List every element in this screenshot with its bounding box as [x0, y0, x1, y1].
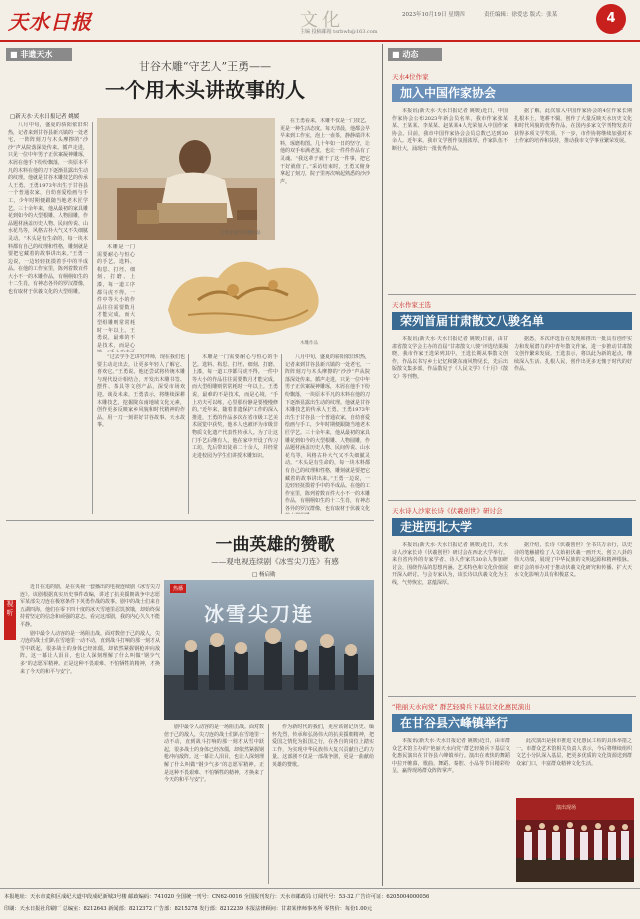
- column-rule: [281, 354, 282, 514]
- editor-credits: 责任编辑：徐爱忠 版式：张某: [484, 12, 558, 18]
- page-number: 4: [606, 11, 616, 26]
- article-column-4: [192, 354, 278, 514]
- section-label-review: 视听: [4, 600, 16, 640]
- review-column-2: [164, 724, 264, 884]
- article-kicker: 甘谷木雕“守艺人”王勇——: [138, 60, 272, 73]
- news-paragraph: 据了解，此次加入中国作家协会的4位作家长期扎根本土，笔耕不辍，创作了大量反映天水历史文化和时代风貌的优秀作品，在国内多家文学刊物发表并获得多项文学奖项。下一步，市作协将继续加强对本土作家的培养和扶持，推动我市文学事业繁荣发展。: [514, 108, 632, 145]
- article-paragraph: 八月中旬，盛夏的骄阳依旧炽热，记者来到甘谷县新兴镇的一处老宅，一阵阵刻刀与木头摩擦的“沙沙”声从院落深处传来。循声走进，只见一位中年男子正伏案凝神雕琢，木屑在他手下纷纷飘落，一块原本平凡的木料在他的刀下逐渐显露出生动的纹理。他就是甘谷木雕技艺的传承人王勇。王勇1973年出生于甘谷县一个普通农家，自幼喜爱绘画与手工，少年时期便跟随当地老木匠学艺。三十余年来，他从最初的家具雕花到如今的大型根雕、人物圆雕，作品题材涵盖历史人物、民间传说、山水花鸟等，风格古朴大气又不失细腻灵动。“木头是有生命的，每一块木料都有自己的纹理和性格，雕刻就是要把它藏着的故事讲出来。”王勇一边说，一边轻轻抚摸着手中的半成品。在他的工作室里，陈列着数百件大小不一的木雕作品，有栩栩如生的十二生肖，有神态各异的罗汉群像，也有取材于伏羲文化的大型组雕。: [8, 122, 88, 296]
- article-paragraph: 在王勇看来，木雕不仅是一门技艺，更是一种生活态度。每天清晨，他都会早早来到工作室，泡上一壶茶，静静端详木料，琢磨构图。几十年如一日的坚守，让他的双手布满老茧，也让一件件作品有了灵魂。“我这辈子就干了这一件事，把它干好就值了。”采访结束时，王勇又俯身拿起了刻刀，院子里再次响起熟悉的沙沙声。: [280, 118, 370, 185]
- news4-kicker: “艳丽天水向党” 群艺轻骑兵下基层文化惠民演出: [392, 703, 531, 711]
- article-paragraph: 木雕是一门需要耐心与恒心的手艺。选料、构思、打坯、细刻、打磨、上漆，每一道工序都马虎不得。一件中等大小的作品往往需要数月才能完成，而大型组雕则常常耗时一年以上。王勇说，最难的不是技术，而是心: [97, 244, 135, 349]
- news4-column-1: [392, 738, 510, 884]
- review-paragraph: 剧中最令人动容的是一场阻击战。面对数倍于己的敌人，尖刀连的战士们趴在雪地里一动不动，直到战斗打响的那一刻才从雪中跃起，很多战士的身体已经冻僵，却依然紧握钢枪冲向敌阵。这一幕让人泪目，也让人深刻理解了什么叫做“钢少气多”的志愿军精神。正是这种不畏艰难、不怕牺牲的精神，才换来了今天的和平与安宁。: [20, 630, 160, 675]
- news1-column-1: [392, 108, 508, 288]
- review-subtitle: ——观电视连续剧《冰雪尖刀连》有感: [211, 557, 339, 566]
- news-paragraph: 据悉，本次评选旨在发现和推出一批具有创作实力和发展潜力的中青年散文作家，进一步推动甘肃散文创作繁荣发展。王选表示，将以此为新的起点，继续深入生活、扎根人民，创作出更多无愧于时代的好作品。: [514, 336, 632, 373]
- news-square-icon: ■: [392, 50, 403, 59]
- news1-kicker: 天水4位作家: [392, 73, 429, 81]
- article-paragraph: 木雕是一门需要耐心与恒心的手艺。选料、构思、打坯、细刻、打磨、上漆，每一道工序都马虎不得。一件中等大小的作品往往需要数月才能完成，而大型组雕则常常耗时一年以上。王勇说，最难的不是技术，而是心境，“手上功夫可以练，心里那份静是要慢慢修的。”近年来，随着非遗保护工作的深入推进，王勇的作品多次在省市级工艺美术展览中获奖，他本人也被评为市级非物质文化遗产代表性传承人。为了让这门手艺后继有人，他在家中开设了传习工坊，先后带出徒弟二十余人，并经常走进校园为学生们讲授木雕知识。: [192, 354, 278, 459]
- news3-column-2: [514, 542, 632, 690]
- footer-line-1: 本报地址：天水市麦积区成纪大道中段成纪新城3号楼 邮政编码：741020 全国统一刊号：CN62-0016 全国报刊发行：天水市邮政局 订阅代号：53-32 广告许可证：6205004000056: [4, 894, 430, 900]
- carving-photo: [138, 240, 338, 350]
- news3-column-1: [392, 542, 508, 690]
- news-paragraph: 据介绍，长诗《伏羲创世》全书共万余行，以史诗的笔触描绘了人文始祖伏羲一画开天、创立八卦的伟大功绩，展现了中华民族的文明起源和精神根脉。研讨会的举办对于推动伏羲文化研究和传播、扩大天水文化影响力具有积极意义。: [514, 542, 632, 579]
- news4-title: 在甘谷县六峰镇举行: [392, 714, 632, 732]
- article-column-5: [285, 354, 370, 514]
- review-column-1: [20, 584, 160, 884]
- review-paragraph: 近日在追的剧，是在央视一套播出的电视连续剧《冰雪尖刀连》。该剧根据真实历史事件改编，讲述了抗美援朝战争中志愿军某部尖刀连在极寒条件下英勇作战的故事。剧中的战士们来自五湖四海，他们在零下四十度的冰天雪地里忍饥挨饿，却始终保持着坚定的信念和顽强的意志。看完这部剧，我的内心久久不能平静。: [20, 584, 160, 628]
- poster-tag: 热播: [170, 584, 186, 593]
- article-column-1: [8, 122, 88, 514]
- article-paragraph: “过去学手艺讲究拜师，现在我们也要主动走出去，让更多年轻人了解它、喜欢它。”王勇说。他还尝试将传统木雕与现代设计相结合，开发出木雕书签、摆件、茶具等文创产品，深受市场欢迎。谈及未来，王勇表示，将继续深耕木雕技艺，挖掘陇东南地域文化元素，创作更多反映家乡风貌和时代精神的作品，用一刀一刻讲好甘谷故事、天水故事。: [97, 354, 185, 429]
- article-byline: □新天水·天水日报记者 姚媛: [10, 114, 80, 120]
- footer-line-2: 印刷：天水日报社印刷厂 总编室：8212643 新闻部：8212372 广告部：8215278 发行部：8212239 本报法律顾问：甘肃某律师事务所 零售价：每份1.00元: [4, 906, 373, 912]
- drama-poster: [164, 580, 374, 720]
- masthead: [0, 0, 640, 40]
- news1-title: 加入中国作家协会: [392, 84, 632, 102]
- article-paragraph: 八月中旬，盛夏的骄阳依旧炽热，记者来到甘谷县新兴镇的一处老宅，一阵阵刻刀与木头摩擦的“沙沙”声从院落深处传来。循声走进，只见一位中年男子正伏案凝神雕琢，木屑在他手下纷纷飘落，一块原本平凡的木料在他的刀下逐渐显露出生动的纹理。他就是甘谷木雕技艺的传承人王勇。王勇1973年出生于甘谷县一个普通农家，自幼喜爱绘画与手工，少年时期便跟随当地老木匠学艺。三十余年来，他从最初的家具雕花到如今的大型根雕、人物圆雕，作品题材涵盖历史人物、民间传说、山水花鸟等，风格古朴大气又不失细腻灵动。“木头是有生命的，每一块木料都有自己的纹理和性格，雕刻就是要把它藏着的故事讲出来。”王勇一边说，一边轻轻抚摸着手中的半成品。在他的工作室里，陈列着数百件大小不一的木雕作品，有栩栩如生的十二生肖，有神态各异的罗汉群像，也有取材于伏羲文化: [285, 354, 370, 512]
- news3-kicker: 天水诗人沙家长诗《伏羲创世》研讨会: [392, 507, 503, 515]
- carving-photo-caption: 木雕作品: [300, 341, 318, 346]
- news3-title: 走进西北大学: [392, 518, 632, 536]
- news-paragraph: 本报讯(新天水·天水日报记者 姚媛)近日，天水诗人沙家长诗《伏羲创世》研讨会在西北大学举行。来自省内外的专家学者、诗人作家共30余人参加研讨会，围绕作品的思想内涵、艺术特色和文化价值展开深入研讨。与会专家认为，该长诗以伏羲文化为主线，气势恢宏，意蕴深厚。: [392, 542, 508, 586]
- news2-kicker: 天水作家王选: [392, 301, 431, 309]
- performance-photo: [516, 798, 634, 882]
- review-headline: 一曲英雄的赞歌: [215, 535, 335, 555]
- section-label-heritage: ■ 非遗天水: [6, 48, 72, 61]
- section-title: 文化: [300, 10, 344, 31]
- article-divider: [388, 294, 636, 295]
- article-headline: 一个用木头讲故事的人: [105, 78, 305, 102]
- news2-title: 荣列首届甘肃散文八骏名单: [392, 312, 632, 330]
- page-footer: [0, 888, 640, 919]
- news4-column-2: [516, 738, 632, 794]
- section-label-news: ■ 动态: [388, 48, 442, 61]
- article-divider: [388, 696, 636, 697]
- page-suffix: 版: [616, 23, 623, 31]
- review-byline: □ 杨启勋: [252, 572, 276, 578]
- column-rule: [188, 354, 189, 514]
- review-paragraph: 剧中最令人动容的是一场阻击战。面对数倍于己的敌人，尖刀连的战士们趴在雪地里一动不动，直到战斗打响的那一刻才从雪中跃起，很多战士的身体已经冻僵，却依然紧握钢枪冲向敌阵。这一幕让人泪目，也让人深刻理解了什么叫做“钢少气多”的志愿军精神。正是这种不畏艰难、不怕牺牲的精神，才换来了今天的和平与安宁。: [164, 724, 264, 784]
- news2-column-2: [514, 336, 632, 494]
- carver-photo: [97, 118, 275, 240]
- page-column-divider: [382, 44, 383, 886]
- article-divider: [388, 500, 636, 501]
- news-paragraph: 本报讯(新天水·天水日报记者 姚媛)日前，由甘肃省散文学会主办的首届“甘肃散文八骏”评选结果揭晓，我市作家王选荣列其中。王选长期从事散文创作，作品以书写乡土记忆和陇东南风物见长，先后出版散文集多部，作品散见于《人民文学》《十月》《散文》等刊物。: [392, 336, 508, 380]
- column-rule: [268, 724, 269, 884]
- article-column-3: [97, 354, 185, 514]
- news-paragraph: 本报讯(新天水·天水日报记者 姚媛)近日，由市群众艺术馆主办的“艳丽天水向党”群艺轻骑兵下基层文化惠民演出在甘谷县六峰镇举行。演出在欢快的舞蹈中拉开帷幕，歌曲、舞蹈、秦腔、小品等节目精彩纷呈，赢得现场群众阵阵掌声。: [392, 738, 510, 775]
- news2-column-1: [392, 336, 508, 494]
- article-column-2a: [97, 244, 135, 352]
- review-paragraph: 作为新时代的我们，更应该铭记历史、缅怀先烈，传承和弘扬伟大的抗美援朝精神，把爱国之情化为报国之行，在各自的岗位上踏实工作，为实现中华民族伟大复兴贡献自己的力量。这部剧不仅是一部战争剧，更是一曲献给英雄的赞歌。: [272, 724, 374, 768]
- article-divider: [6, 520, 374, 521]
- section-subtitle: 主编 投稿邮箱 tsrbwh@163.com: [300, 29, 378, 35]
- poster-title: 冰雪尖刀连: [204, 602, 314, 626]
- masthead-divider: [0, 40, 640, 42]
- heritage-square-icon: ■: [10, 50, 21, 59]
- news-paragraph: 本报讯(新天水·天水日报记者 姚媛)近日，中国作家协会公布2023年新会员名单，我市作家张某某、王某某、李某某、赵某某4人光荣加入中国作家协会。目前，我市中国作家协会会员总数已达到30余人。近年来，我市文学创作氛围浓厚，作家队伍不断壮大，涌现出一批优秀作品。: [392, 108, 508, 152]
- performance-photo-caption: 演出现场: [556, 805, 577, 811]
- news1-column-2: [514, 108, 632, 288]
- column-rule: [92, 122, 93, 514]
- news-paragraph: 此次演出是我市推进文化惠民工程的具体举措之一。市群众艺术馆相关负责人表示，今后将继续组织文艺小分队深入基层，把更多优质的文化资源送到群众家门口，丰富群众精神文化生活。: [516, 738, 632, 767]
- article-column-2b: [280, 118, 370, 238]
- review-column-3: [272, 724, 374, 884]
- carver-photo-caption: 王勇在创作木雕作品: [220, 231, 261, 236]
- newspaper-logo: 天水日报: [8, 10, 92, 34]
- issue-date: 2023年10月19日 星期四: [402, 12, 465, 18]
